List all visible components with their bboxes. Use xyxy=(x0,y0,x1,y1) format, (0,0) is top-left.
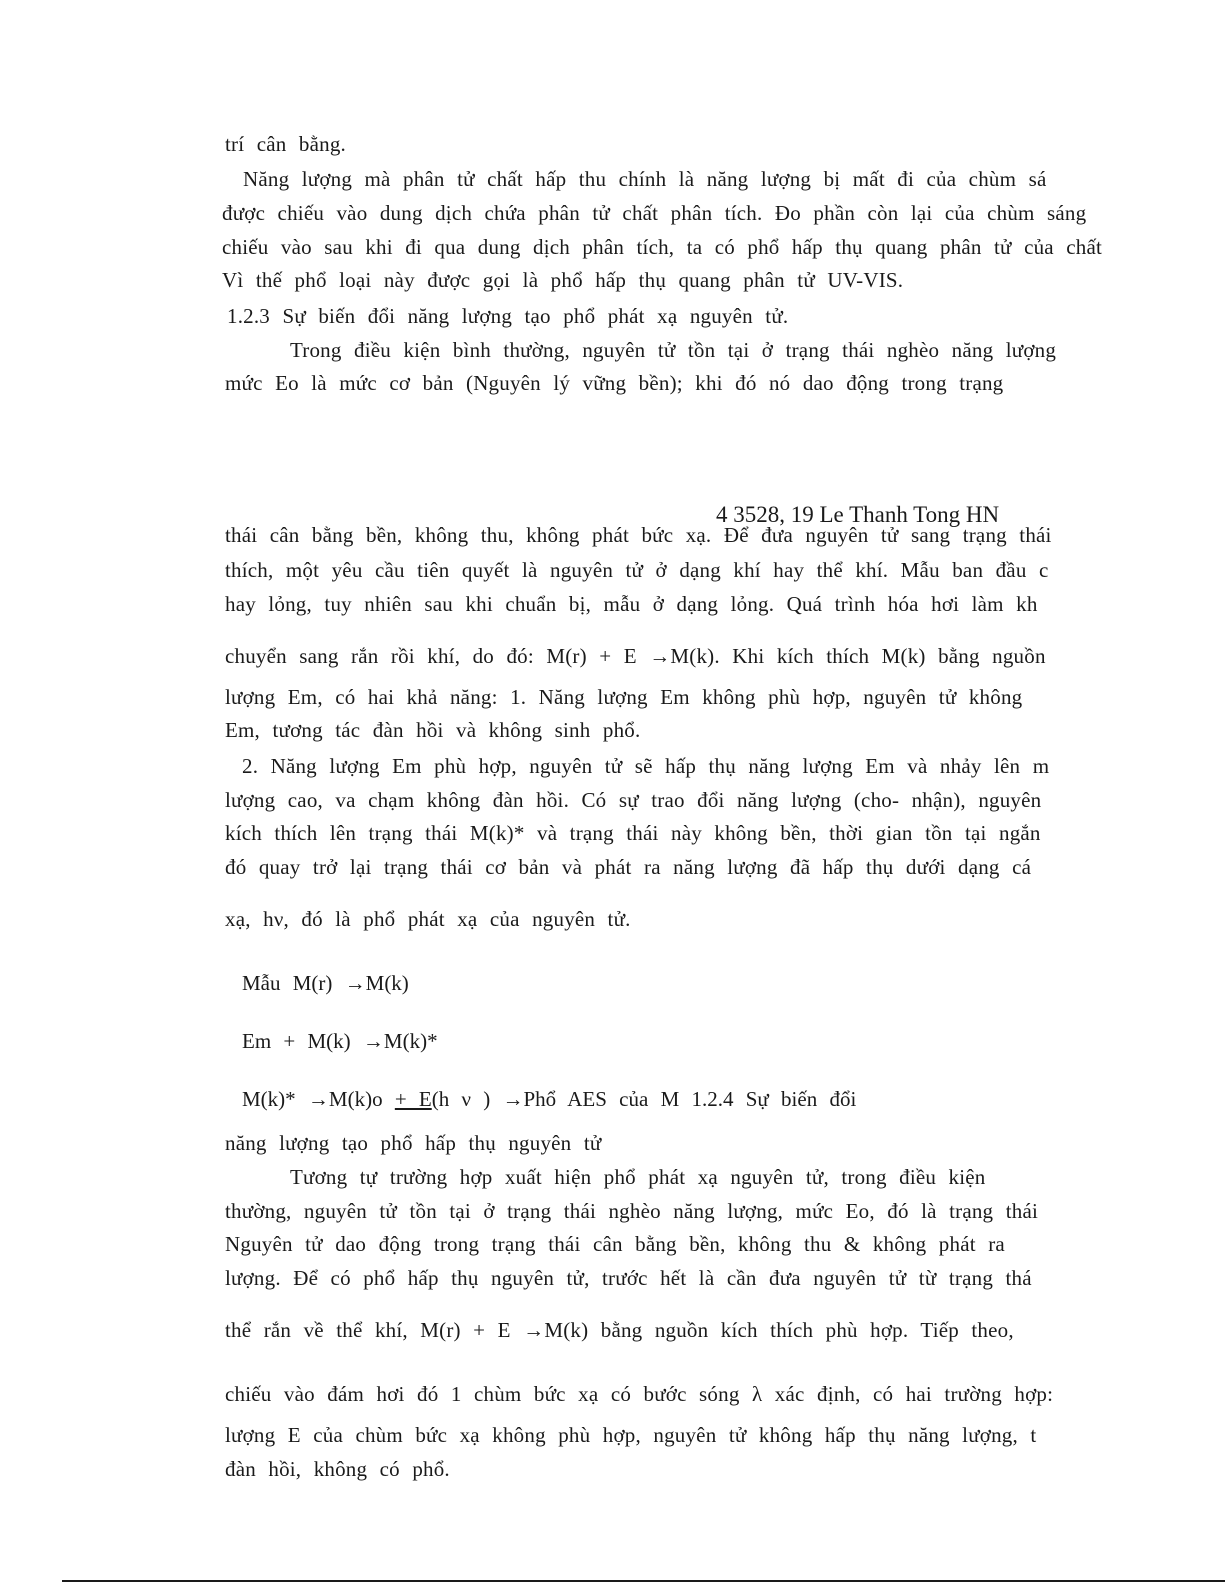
equation-3-part-b: (h ν ) →Phổ AES của M 1.2.4 Sự biến đổi xyxy=(431,1087,857,1111)
page-footer-address: 4 3528, 19 Le Thanh Tong HN xyxy=(716,502,1000,527)
text-line: lượng E của chùm bức xạ không phù hợp, nguyên tử không hấp thụ năng lượng, t xyxy=(225,1423,1037,1447)
text-line: Năng lượng mà phân tử chất hấp thu chính là năng lượng bị mất đi của chùm sá xyxy=(243,167,1047,191)
text-line: đàn hồi, không có phổ. xyxy=(225,1457,450,1481)
text-line: Em, tương tác đàn hồi và không sinh phổ. xyxy=(225,718,641,742)
text-line: được chiếu vào dung dịch chứa phân tử chất phân tích. Đo phần còn lại của chùm sáng xyxy=(222,201,1087,225)
text-line: thường, nguyên tử tồn tại ở trạng thái nghèo năng lượng, mức Eo, đó là trạng thái xyxy=(225,1199,1038,1223)
text-line: mức Eo là mức cơ bản (Nguyên lý vững bền); khi đó nó dao động trong trạng xyxy=(225,371,1004,395)
text-line: chiếu vào đám hơi đó 1 chùm bức xạ có bước sóng λ xác định, có hai trường hợp: xyxy=(225,1382,1054,1406)
text-line: lượng cao, va chạm không đàn hồi. Có sự trao đổi năng lượng (cho- nhận), nguyên xyxy=(225,788,1042,812)
text-line: trí cân bằng. xyxy=(225,132,346,156)
equation-3 xyxy=(242,1086,856,1112)
text-line: kích thích lên trạng thái M(k)* và trạng thái này không bền, thời gian tồn tại ngắn xyxy=(225,821,1041,845)
page-bottom-rule xyxy=(62,1580,1225,1582)
equation-3-underlined: + E xyxy=(394,1087,432,1111)
equation-1: Mẫu M(r) →M(k) xyxy=(242,971,409,995)
text-line: 2. Năng lượng Em phù hợp, nguyên tử sẽ hấp thụ năng lượng Em và nhảy lên m xyxy=(242,754,1050,778)
section-heading: 1.2.3 Sự biến đổi năng lượng tạo phổ phát xạ nguyên tử. xyxy=(227,304,789,328)
equation-2: Em + M(k) →M(k)* xyxy=(242,1029,438,1053)
text-line: thái cân bằng bền, không thu, không phát bức xạ. Để đưa nguyên tử sang trạng thái xyxy=(225,523,1052,547)
text-line: Nguyên tử dao động trong trạng thái cân bằng bền, không thu & không phát ra xyxy=(225,1232,1005,1256)
text-line: Trong điều kiện bình thường, nguyên tử tồn tại ở trạng thái nghèo năng lượng xyxy=(290,338,1057,362)
section-heading: năng lượng tạo phổ hấp thụ nguyên tử xyxy=(225,1131,602,1155)
text-line: xạ, hν, đó là phổ phát xạ của nguyên tử. xyxy=(225,907,631,931)
text-line: thích, một yêu cầu tiên quyết là nguyên tử ở dạng khí hay thể khí. Mẫu ban đầu c xyxy=(225,558,1049,582)
text-line: chuyển sang rắn rồi khí, do đó: M(r) + E →M(k). Khi kích thích M(k) bằng nguồn xyxy=(225,644,1046,668)
text-line: thể rắn về thể khí, M(r) + E →M(k) bằng nguồn kích thích phù hợp. Tiếp theo, xyxy=(225,1318,1014,1342)
equation-3-part-a: M(k)* →M(k)o xyxy=(242,1087,395,1111)
text-line: Tương tự trường hợp xuất hiện phổ phát xạ nguyên tử, trong điều kiện xyxy=(290,1165,986,1189)
text-line: hay lỏng, tuy nhiên sau khi chuẩn bị, mẫu ở dạng lỏng. Quá trình hóa hơi làm kh xyxy=(225,592,1038,616)
text-line: Vì thế phổ loại này được gọi là phổ hấp thụ quang phân tử UV-VIS. xyxy=(222,268,904,292)
text-line: đó quay trở lại trạng thái cơ bản và phát ra năng lượng đã hấp thụ dưới dạng cá xyxy=(225,855,1032,879)
text-line: lượng. Để có phổ hấp thụ nguyên tử, trước hết là cần đưa nguyên tử từ trạng thá xyxy=(225,1266,1032,1290)
text-line: lượng Em, có hai khả năng: 1. Năng lượng Em không phù hợp, nguyên tử không xyxy=(225,685,1023,709)
text-line: chiếu vào sau khi đi qua dung dịch phân tích, ta có phổ hấp thụ quang phân tử của chất xyxy=(222,235,1103,259)
